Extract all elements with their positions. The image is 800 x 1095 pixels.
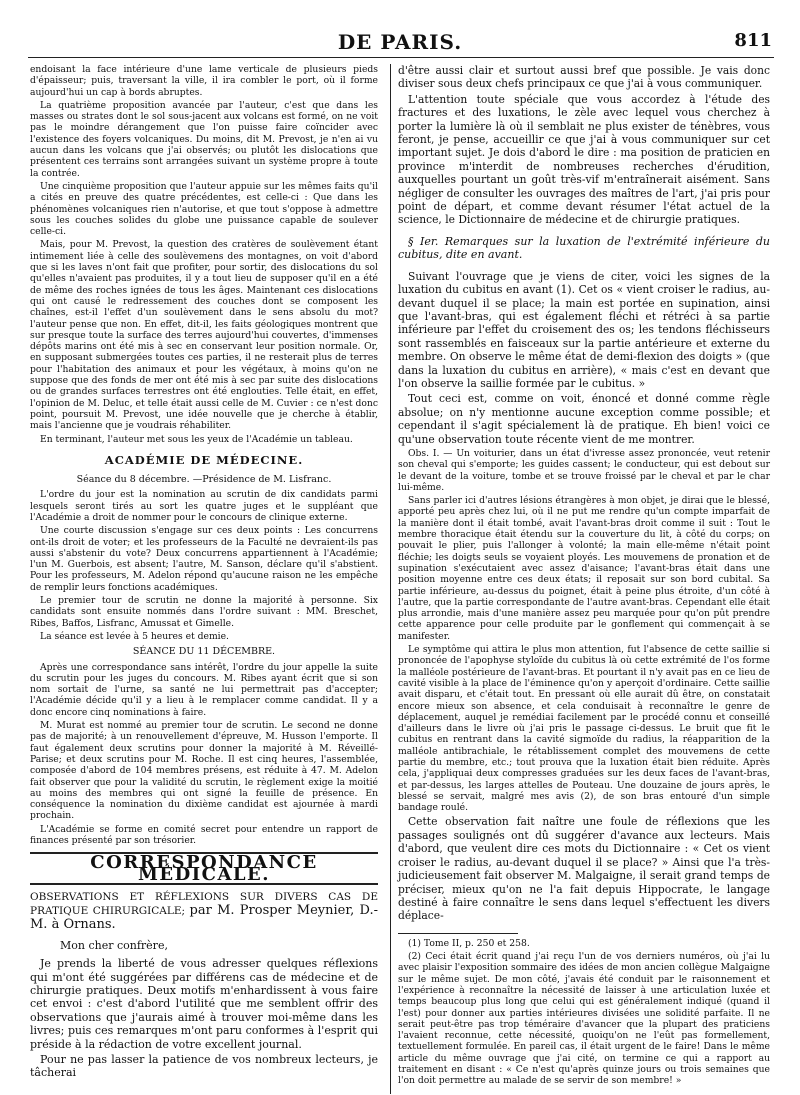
paragraph: Après une correspondance sans intérêt, l'ordre du jour appelle la suite du scrutin pour les juges du concours. M. Ribes ayant écrit que si son nom sortait de l'urne, sa santé ne lui permettrait pas d'accepter; l'Académie décide qu'il y a lieu à le remplacer comme candidat. Il y a donc encore cinq nominations à faire. — [30, 661, 378, 718]
article-subject: OBSERVATIONS ET RÉFLEXIONS SUR DIVERS CAS DE PRATIQUE CHIRURGICALE; — [30, 890, 378, 917]
footnotes — [398, 938, 770, 1087]
paragraph: endoisant la face intérieure d'une lame verticale de plusieurs pieds d'épaisseur; puis, traversant la ville, il ira combler le port, où il forme aujourd'hui un cap à bords abruptes. — [30, 64, 378, 98]
section-heading: § Ier. Remarques sur la luxation de l'extrémité inférieure du cubitus, dite en avant. — [398, 234, 770, 262]
paragraph: d'être aussi clair et surtout aussi bref que possible. Je vais donc diviser sous deux chefs principaux ce que j'ai à vous communiquer. — [398, 64, 770, 91]
footnote: (1) Tome II, p. 250 et 258. — [408, 937, 530, 949]
paragraph: Une cinquième proposition que l'auteur appuie sur les mêmes faits qu'il a cités en preuve des quatre précédentes, est celle-ci : Que dans les phénomènes volcaniques rien n'autorise, et que tout s'oppose à admettre sous les couches solides du globe une puissance capable de soulever celle-ci. — [30, 180, 378, 238]
paragraph: L'Académie se forme en comité secret pour entendre un rapport de finances présenté par son trésorier. — [30, 823, 378, 846]
paragraph: L'ordre du jour est la nomination au scrutin de dix candidats parmi lesquels seront tirés au sort les quatre juges et le suppléant que l'Académie a droit de nommer pour le concours de clinique externe. — [30, 489, 378, 523]
left-column — [30, 64, 378, 1082]
right-column — [398, 64, 770, 1089]
footnote: (2) Ceci était écrit quand j'ai reçu l'un de vos derniers numéros, où j'ai lu avec plaisir l'exposition sommaire des idées de mon ancien collègue Malgaigne sur le même sujet. De mon côté, j'avais été conduit par le raisonnement et l'expérience à reconnaître la nécessité de laisser à une articulation luxée et temps beaucoup plus long que celui qui est généralement indiqué (quand il l'est) pour donner aux parties intérieures divisées une solidité parfaite. Il ne serait peut-être pas trop téméraire d'avancer que la plupart des praticiens l'avaient reconnue, cette nécessité, quoiqu'on ne l'eût pas formellement, textuellement formulée. En pareil cas, il était urgent de le faire! Dans le même article du même ouvrage que j'ai cité, on termine ce qui a rapport au traitement en disant : « Ce n'est qu'après quinze jours ou trois semaines que l'on doit permettre au malade de se servir de son membre! » — [398, 951, 770, 1087]
academie-title: ACADÉMIE DE MÉDECINE. — [104, 452, 304, 467]
column-separator — [390, 64, 391, 1094]
paragraph: Cette observation fait naître une foule de réflexions que les passages soulignés ont dû suggérer d'avance aux lecteurs. Mais d'abord, que veulent dire ces mots du Dictionnaire : « Cet os vient croiser le radius, au-devant duquel il se place? » Ainsi que l'a très-judicieusement fait observer M. Malgaigne, il serait grand temps de préciser, mieux qu'on ne l'a fait depuis Hippocrate, le langage destiné à faire connaître le sens dans lequel s'effectuent les divers déplace- — [398, 815, 770, 923]
paragraph: Je prends la liberté de vous adresser quelques réflexions qui m'ont été suggérées par différens cas de médecine et de chirurgie pratiques. Deux motifs m'enhardissent à vous faire cet envoi : c'est d'abord l'utilité que me semblent offrir des observations que j'aurais aimé à trouver moi-même dans les livres; puis ces remarques m'ont paru conformes à l'esprit qui préside à la rédaction de votre excellent journal. — [30, 957, 378, 1051]
salutation: Mon cher confrère, — [60, 938, 168, 952]
observation-paragraph: Obs. I. — Un voiturier, dans un état d'ivresse assez prononcée, veut retenir son cheval qui s'emporte; les guides cassent; le conducteur, qui est debout sur le devant de la voiture, tombe et se trouve froissé par le cheval et par le char lui-même. — [398, 447, 770, 493]
paragraph: M. Murat est nommé au premier tour de scrutin. Le second ne donne pas de majorité; à un renouvellement d'épreuve, M. Husson l'emporte. Il faut également deux scrutins pour donner la majorité à M. Réveillé-Parise; et deux scrutins pour M. Roche. Il est cinq heures, l'assemblée, composée d'abord de 104 membres présens, est réduite à 47. M. Adelon fait observer que pour la validité du scrutin, le règlement exige la moitié au moins des membres qui ont signé la feuille de présence. En conséquence la nomination du dixième candidat est ajournée à mardi prochain. — [30, 720, 378, 822]
paragraph: L'attention toute spéciale que vous accordez à l'étude des fractures et des luxations, le zèle avec lequel vous cherchez à porter la lumière là où il semblait ne plus exister de ténèbres, vous feront, je pense, accueillir ce que j'ai à vous communiquer sur cet important sujet. Je dois d'abord le dire : ma position de praticien en province m'interdit de nombreuses recherches d'érudition, auxquelles pourtant un goût très-vif m'entraînerait aisément. Sans négliger de consulter les ouvrages des maîtres de l'art, j'ai pris pour point de départ, et comme devant résumer l'état actuel de la science, le Dictionnaire de médecine et de chirurgie pratiques. — [398, 92, 770, 227]
observation-paragraph: Sans parler ici d'autres lésions étrangères à mon objet, je dirai que le blessé, apporté peu après chez lui, où il ne put me rendre qu'un compte imparfait de la manière dont il était tombé, avait l'avant-bras droit comme il suit : Tout le membre thoracique était étendu sur la couverture du lit, à côté du corps; on pouvait le plier, puis l'allonger à volonté; la main elle-même n'était point fléchie; les doigts seuls se voyaient ployés. Les mouvemens de pronation et de supination s'exécutaient avec assez d'aisance; l'avant-bras était dans une position moyenne entre ces deux états; il reposait sur son bord cubital. Sa partie inférieure, au-dessus du poignet, était à peine plus étroite, d'un côté à l'autre, que la partie correspondante de l'autre avant-bras. Cependant elle était plus arrondie, mais d'une manière assez peu marquée pour qu'on pût prendre cette apparence pour celle produite par le gonflement qui commençait à se manifester. — [398, 495, 770, 642]
running-title: DE PARIS. — [337, 30, 463, 54]
observation-paragraph: Le symptôme qui attira le plus mon attention, fut l'absence de cette saillie si prononcée de l'apophyse styloïde du cubitus là où cette extrémité de l'os forme la malléole postérieure de l'avant-bras. Et pourtant il n'y avait pas en ce lieu de cavité visible à la place de l'éminence qu'on y aperçoit d'ordinaire. Cette saillie avait disparu, et c'était tout. En pressant où elle aurait dû être, on constatait encore mieux son absence, et cela conduisait à reconnaître le genre de déplacement, auquel je remédiai facilement par le procédé connu et conseillé d'ailleurs dans le livre où j'ai pris le passage ci-dessus. Le bruit que fit le cubitus en rentrant dans la cavité sigmoïde du radius, la réapparition de la malléole antibrachiale, le rétablissement complet des mouvemens de cette partie du membre, etc.; tout prouva que la luxation était bien réduite. Après cela, j'appliquai deux compresses graduées sur les deux faces de l'avant-bras, et par-dessus, les larges attelles de Pouteau. Une douzaine de jours après, le blessé se servait, malgré mes avis (2), de son bras entouré d'un simple bandage roulé. — [398, 644, 770, 814]
paragraph: Mais, pour M. Prevost, la question des cratères de soulèvement étant intimement liée à celle des soulèvemens des montagnes, on voit d'abord que si les laves n'ont fait que profiter, pour sortir, des dislocations du sol qu'elles n'avaient pas produites, il y a tout lieu de supposer qu'il en a été de même des roches ignées de tous les âges. Maintenant ces dislocations qui ont causé le redressement des couches dont se composent les chaînes, est-il l'effet d'un soulèvement dans le sens absolu du mot? l'auteur pense que non. En effet, dit-il, les faits géologiques montrent que sur presque toute la surface des terres aujourd'hui couvertes, d'immenses dépôts marins ont été mis à sec en conservant leur position normale. Or, en supposant submergées toutes ces parties, il ne resterait plus de terres pour l'habitation des animaux et pour les végétaux, à moins qu'on ne suppose que des fonds de mer ont été mis à sec par suite des dislocations ou de grandes surfaces terrestres ont été englouties. Telle était, en effet, l'opinion de M. Deluc, et telle était aussi celle de M. Cuvier : ce n'est donc point, poursuit M. Prevost, une idée nouvelle que je cherche à établir, mais l'ancienne que je voudrais réhabiliter. — [30, 239, 378, 432]
article-subhead — [30, 891, 378, 932]
seance-heading: Séance du 8 décembre. —Présidence de M. Lisfranc. — [76, 474, 332, 486]
footnote-rule — [398, 933, 518, 934]
page-number: 811 — [734, 30, 772, 51]
paragraph: La quatrième proposition avancée par l'auteur, c'est que dans les masses ou strates dont le sol sous-jacent aux volcans est formé, on ne voit pas le moindre dérangement que l'on puisse faire coïncider avec l'existence des foyers volcaniques. Du moins, dit M. Prevost, je n'en ai vu aucun dans les volcans que j'ai observés; ou plutôt les dislocations que présentent ces terrains sont arrangées suivant un système propre à toute la contrée. — [30, 99, 378, 179]
correspondance-title: CORRESPONDANCE MÉDICALE. — [30, 852, 378, 885]
paragraph: En terminant, l'auteur met sous les yeux de l'Académie un tableau. — [40, 433, 353, 445]
seance-heading: SÉANCE DU 11 DÉCEMBRE. — [132, 646, 276, 658]
paragraph: La séance est levée à 5 heures et demie. — [40, 630, 229, 642]
header-rule — [28, 57, 774, 58]
paragraph: Le premier tour de scrutin ne donne la majorité à personne. Six candidats sont ensuite nommés dans l'ordre suivant : MM. Breschet, Ribes, Baffos, Lisfranc, Amussat et Gimelle. — [30, 595, 378, 629]
paragraph: Une courte discussion s'engage sur ces deux points : Les concurrens ont-ils droit de voter; et les professeurs de la Faculté ne devraient-ils pas aussi s'abstenir du vote? Deux concurrens appartiennent à l'Académie; l'un M. Guerbois, est absent; l'autre, M. Sanson, déclare qu'il s'abstient. Pour les professeurs, M. Adelon répond qu'aucune raison ne les empêche de remplir leurs fonctions académiques. — [30, 525, 378, 593]
paragraph: Pour ne pas lasser la patience de vos nombreux lecteurs, je tâcherai — [30, 1053, 378, 1080]
article-author: par M. Prosper Meynier, D.-M. à Ornans. — [30, 902, 379, 932]
page-header — [0, 30, 800, 52]
paragraph: Suivant l'ouvrage que je viens de citer, voici les signes de la luxation du cubitus en avant (1). Cet os « vient croiser le radius, au-devant duquel il se place; la main est portée en supination, ainsi que l'avant-bras, qui est également fléchi et rétréci à sa partie inférieure par l'effet du croisement des os; les tendons fléchisseurs sont rassemblés en faisceaux sur la partie antérieure et externe du membre. On observe le même état de demi-flexion des doigts » (que dans la luxation du cubitus en arrière), « mais c'est en devant que l'on observe la saillie formée par le cubitus. » — [398, 269, 770, 390]
paragraph: Tout ceci est, comme on voit, énoncé et donné comme règle absolue; on n'y mentionne aucune exception comme possible; et cependant il s'agit spécialement là de pratique. Eh bien! voici ce qu'une observation toute récente vient de me montrer. — [398, 392, 770, 446]
